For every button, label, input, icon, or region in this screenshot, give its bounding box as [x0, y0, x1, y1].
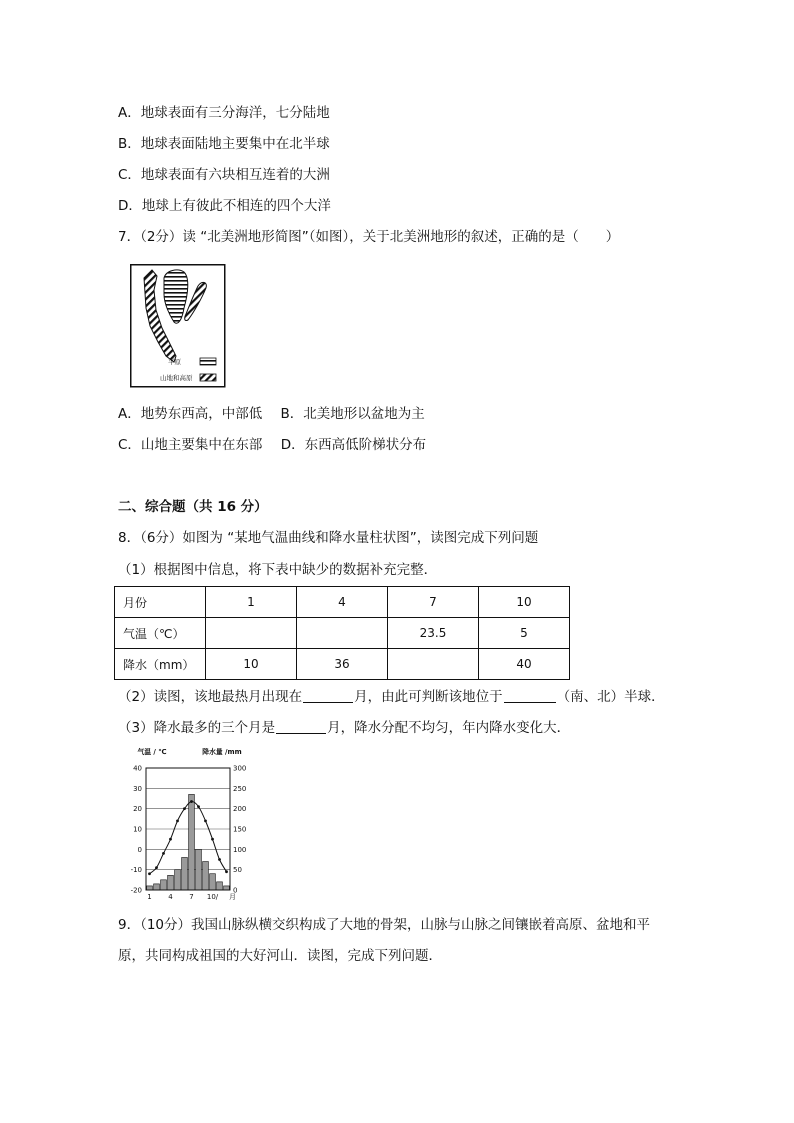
q6-option-d: D．地球上有彼此不相连的四个大洋: [118, 198, 331, 214]
q6-option-c: C．地球表面有六块相互连着的大洲: [118, 167, 330, 183]
legend-mountain-label: 山地和高原: [160, 374, 193, 382]
temperature-point: [148, 872, 151, 875]
table-cell: 10: [206, 649, 297, 680]
q8-sub2-text-a: （2）读图，该地最热月出现在: [118, 689, 303, 705]
x-tick-label: 10/: [206, 893, 219, 901]
precip-bar: [154, 884, 160, 890]
table-cell: 降水（mm）: [115, 649, 206, 680]
q6-option-b: B．地球表面陆地主要集中在北半球: [118, 136, 330, 152]
table-cell: 1: [206, 587, 297, 618]
q7-option-d: D．东西高低阶梯状分布: [280, 437, 427, 453]
temperature-point: [204, 819, 207, 822]
q9-line2: 原，共同构成祖国的大好河山．读图，完成下列问题．: [118, 948, 442, 964]
right-tick-label: 150: [233, 825, 247, 834]
x-tick-label: 4: [168, 893, 173, 901]
left-tick-label: -10: [130, 866, 142, 875]
left-tick-label: 30: [133, 784, 142, 793]
x-tick-label: 7: [189, 893, 194, 901]
q9-line1: 9．（10分）我国山脉纵横交织构成了大地的骨架，山脉与山脉之间镶嵌着高原、盆地和平: [118, 917, 651, 933]
temperature-point: [211, 838, 214, 841]
table-cell: 月份: [115, 587, 206, 618]
q6-option-a: A．地球表面有三分海洋，七分陆地: [118, 105, 330, 121]
q7-options-ab: [118, 405, 425, 423]
precip-bar: [147, 886, 153, 890]
right-tick-label: 100: [233, 845, 247, 854]
table-cell: 5: [479, 618, 570, 649]
temperature-point: [225, 870, 228, 873]
left-tick-label: 20: [133, 805, 142, 814]
right-axis-label: 降水量 /mm: [202, 748, 242, 756]
precip-bar: [217, 882, 223, 890]
left-tick-label: 0: [137, 845, 142, 854]
table-cell: 23.5: [388, 618, 479, 649]
table-cell: 10: [479, 587, 570, 618]
temperature-point: [155, 866, 158, 869]
x-axis-label: 月: [229, 893, 236, 901]
temperature-point: [190, 800, 193, 803]
legend-mountain-swatch: [200, 374, 216, 381]
answer-blank[interactable]: [504, 688, 556, 703]
table-cell-empty: [388, 649, 479, 680]
temperature-line: [150, 802, 227, 874]
precip-bar: [203, 862, 209, 890]
temperature-point: [183, 807, 186, 810]
table-cell-empty: [206, 618, 297, 649]
precip-bar: [196, 849, 202, 890]
answer-blank[interactable]: [303, 688, 353, 703]
q7-option-b: B．北美地形以盆地为主: [280, 406, 425, 422]
table-row-month: [115, 587, 570, 618]
left-tick-label: -20: [130, 886, 142, 895]
table-cell: 4: [297, 587, 388, 618]
x-tick-label: 1: [147, 893, 152, 901]
table-row-precipitation: [115, 649, 570, 680]
q7-option-a: A．地势东西高，中部低: [118, 406, 263, 422]
left-axis-label: 气温 / ℃: [137, 748, 167, 756]
q8-sub3-text-a: （3）降水最多的三个月是: [118, 720, 276, 736]
north-america-map: [130, 264, 226, 392]
precip-bar: [168, 875, 174, 890]
table-cell: 40: [479, 649, 570, 680]
climate-chart: [116, 744, 258, 912]
table-row-temperature: [115, 618, 570, 649]
table-cell: 7: [388, 587, 479, 618]
temperature-point: [176, 819, 179, 822]
precip-bar: [182, 857, 188, 890]
q7-options-cd: [118, 436, 426, 454]
precip-bar: [189, 794, 195, 890]
left-tick-label: 40: [133, 764, 142, 773]
right-tick-label: 0: [233, 886, 238, 895]
right-tick-label: 300: [233, 764, 247, 773]
q8-sub3: [118, 719, 570, 737]
table-cell-empty: [297, 618, 388, 649]
precip-bar: [161, 880, 167, 890]
temperature-point: [218, 858, 221, 861]
temperature-point: [162, 852, 165, 855]
temperature-point: [169, 838, 172, 841]
q8-sub1: （1）根据图中信息，将下表中缺少的数据补充完整．: [118, 562, 438, 578]
q7-stem: 7．（2分）读 “北美洲地形简图”（如图），关于北美洲地形的叙述，正确的是（ ）: [118, 229, 620, 245]
table-cell: 36: [297, 649, 388, 680]
left-tick-label: 10: [133, 825, 142, 834]
right-tick-label: 50: [233, 866, 242, 875]
q8-data-table: [114, 586, 570, 680]
section-2-title: 二、综合题（共 16 分）: [118, 499, 268, 515]
precip-bar: [175, 870, 181, 890]
table-cell: 气温（℃）: [115, 618, 206, 649]
temperature-point: [197, 805, 200, 808]
q8-sub2-text-c: （南、北）半球．: [556, 689, 665, 705]
precip-bar: [224, 886, 230, 890]
answer-blank[interactable]: [276, 719, 326, 734]
q8-stem: 8．（6分）如图为 “某地气温曲线和降水量柱状图”，读图完成下列问题: [118, 530, 539, 546]
q8-sub3-text-b: 月，降水分配不均匀，年内降水变化大．: [327, 720, 571, 736]
legend-plain-label: 平原: [168, 358, 181, 366]
right-tick-label: 200: [233, 805, 247, 814]
right-tick-label: 250: [233, 784, 247, 793]
q8-sub2: [118, 688, 665, 706]
q8-sub2-text-b: 月，由此可判断该地位于: [354, 689, 503, 705]
precip-bar: [210, 874, 216, 890]
q7-option-c: C．山地主要集中在东部: [118, 437, 263, 453]
legend-plain-swatch: [200, 358, 216, 365]
